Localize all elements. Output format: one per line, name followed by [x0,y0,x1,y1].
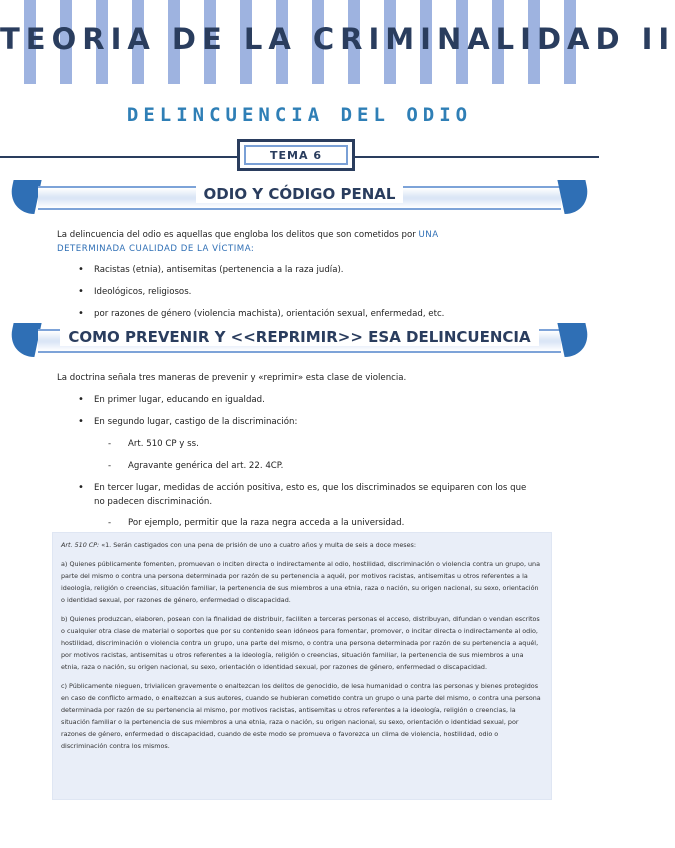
tema-label: TEMA 6 [244,145,348,165]
section-banner-prevenir [0,323,599,357]
list-item: • Racistas (etnia), antisemitas (pertenencia a la raza judía). [78,263,538,277]
section-title-odio: ODIO Y CÓDIGO PENAL [196,185,404,203]
victim-quality-list [78,263,538,321]
list-item: • por razones de género (violencia machista), orientación sexual, enfermedad, etc. [78,307,538,321]
page-subtitle: DELINCUENCIA DEL ODIO [126,104,473,126]
legal-paragraph-b: b) Quienes produzcan, elaboren, posean con la finalidad de distribuir, faciliten a terceras personas el acceso, distribuyan, difundan o vendan escritos o cualquier otra clase de material o soportes que por su contenido sean idóneos para fomentar, promover, o incitar directa o indirectamente al odio, hostilidad, discriminación o violencia contra un grupo, una parte del mismo, o contra una persona determinada por razón de su pertenencia a aquél, por motivos racistas, antisemitas u otros referentes a la ideología, religión o creencias, situación familiar, la pertenencia de sus miembros a una etnia, raza o nación, su origen nacional, su sexo, orientación o identidad sexual, por razones de género, enfermedad o discapacidad. [61,615,540,671]
legal-text-box [52,532,552,800]
list-item: • Ideológicos, religiosos. [78,285,538,299]
sub-item: - Art. 510 CP y ss. [128,437,528,451]
page-title: TEORIA DE LA CRIMINALIDAD II [0,22,675,56]
section-title-prevenir: COMO PREVENIR Y <<REPRIMIR>> ESA DELINCUENCIA [60,328,538,346]
intro-text: La delincuencia del odio es aquellas que engloba los delitos que son cometidos por [57,230,416,240]
prevention-list-cont [78,481,528,509]
list-item: • En tercer lugar, medidas de acción positiva, esto es, que los discriminados se equiparen con los que no padecen discriminación. [78,481,528,509]
legal-intro-text: «1. Serán castigados con una pena de prisión de uno a cuatro años y multa de seis a doce meses: [101,541,416,549]
section1-intro [57,228,507,256]
section2-intro: La doctrina señala tres maneras de prevenir y «reprimir» esta clase de violencia. [57,373,407,383]
intro-highlight: UNA DETERMINADA CUALIDAD DE LA VÍCTIMA: [57,230,439,254]
legal-paragraph-a: a) Quienes públicamente fomenten, promuevan o inciten directa o indirectamente al odio, hostilidad, discriminación o violencia contra un grupo, una parte del mismo o contra una persona determinada por razón de su pertenencia a aquél, por motivos racistas, antisemitas u otros referentes a la ideología, religión o creencias, situación familiar, la pertenencia de sus miembros a una etnia, raza o nación, su origen nacional, su sexo, orientación o identidad sexual, por razones de género, enfermedad o discapacidad. [61,560,541,604]
sub-item: - Por ejemplo, permitir que la raza negra acceda a la universidad. [128,516,528,530]
list-item: • En primer lugar, educando en igualdad. [78,393,538,407]
legal-paragraph-c: c) Públicamente nieguen, trivialicen gravemente o enaltezcan los delitos de genocidio, de lesa humanidad o contra las personas y bienes protegidos en caso de conflicto armado, o enaltezcan a sus autores, cuando se hubieran cometido contra un grupo o una parte del mismo, o contra una persona determinada por razón de su pertenencia al mismo, por motivos racistas, antisemitas u otros referentes a la ideología, religión o creencias, la situación familiar o la pertenencia de sus miembros a una etnia, raza o nación, su origen nacional, su sexo, orientación o identidad sexual, por razones de género, enfermedad o discapacidad, cuando de este modo se promueva o favorezca un clima de violencia, hostilidad, odio o discriminación contra los mismos. [61,682,541,750]
sub-item: - Agravante genérica del art. 22. 4CP. [128,459,528,473]
tema-badge [237,139,355,171]
list-item: • En segundo lugar, castigo de la discriminación: [78,415,538,429]
legal-intro [61,539,543,551]
prevention-list [78,393,538,429]
article-reference: Art. 510 CP: [61,541,100,549]
section-banner-odio [0,180,599,214]
